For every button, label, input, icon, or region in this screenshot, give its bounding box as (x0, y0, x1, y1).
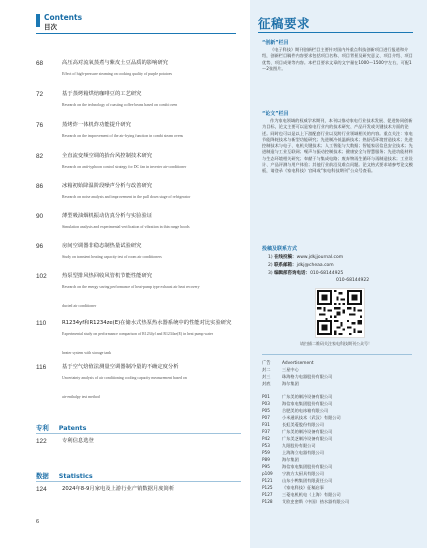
toc-title-zh: R1234yf和R1234ze(E)在储水式热泵热水器系统中的性能对比实验研究 (62, 320, 232, 326)
toc-title-zh: 基于空气焓值法测量空调器制冷量的不确定度分析 (62, 364, 179, 370)
contents-title-en: Contents (44, 13, 83, 22)
contact-number: 2) (268, 263, 273, 268)
advertiser-index-header (262, 360, 314, 366)
toc-title-zh: 蒸烤炸一体机炸功能提升研究 (62, 122, 131, 128)
toc-page-number: 116 (36, 364, 47, 371)
statistics-section-zh: 数据 (36, 472, 49, 480)
advertiser-row (262, 457, 299, 463)
section-rule (36, 433, 241, 434)
contact-url[interactable]: www.jdkjjournal.com (296, 255, 344, 260)
advertiser-code: P89 (262, 457, 270, 462)
advertiser-code: P95 (262, 464, 270, 469)
advertiser-header-value: Advertisement (282, 361, 314, 366)
qr-code-graphic (317, 290, 362, 335)
advertiser-row (262, 367, 299, 373)
advertiser-row (262, 436, 332, 442)
toc-title-en: air-enthalpy test method (62, 395, 100, 399)
panel-title: 征稿要求 (258, 16, 311, 31)
toc-title-en: Uncertainty analysis of air conditioning cooling capacity measurement based on (62, 376, 187, 380)
toc-title-zh: 基于蒸烤箱烘焙咖啡豆的工艺研究 (62, 91, 142, 97)
advertiser-code: P03 (262, 401, 270, 406)
advertiser-name: 广东美的制冷设备有限公司 (282, 394, 333, 399)
submission-heading: 投稿及联系方式 (262, 246, 298, 252)
advertiser-code: P07 (262, 415, 270, 420)
advertiser-row (262, 485, 324, 491)
advertiser-row (262, 415, 341, 421)
advertiser-row (262, 499, 349, 505)
advertiser-code: P128 (262, 499, 273, 504)
advertiser-code: P53 (262, 443, 270, 448)
advertiser-row (262, 394, 332, 400)
advertiser-row (262, 408, 328, 414)
toc-title-zh: 房间空调器非稳态制热量试验研究 (62, 243, 142, 249)
advertiser-code: 封底 (262, 381, 271, 386)
patents-section-zh: 专利 (36, 424, 49, 432)
advertiser-name: 海信家电集团股份有限公司 (282, 401, 333, 406)
advertiser-code: 封二 (262, 367, 271, 372)
contact-label: 联系邮箱： (274, 263, 297, 268)
advertiser-name: 艾欧史密斯（中国）热水器有限公司 (282, 499, 350, 504)
advertiser-code: P121 (262, 478, 273, 483)
advertiser-code: 封三 (262, 374, 271, 379)
advertiser-name: 宁波方太厨具有限公司 (282, 471, 324, 476)
advertiser-code: P42 (262, 436, 270, 441)
toc-page-number: 102 (36, 273, 47, 280)
toc-page-number: 86 (36, 183, 44, 190)
advertiser-name: 三星中心 (282, 367, 299, 372)
advertiser-name: 海尔集团 (282, 457, 299, 462)
advertiser-name: 合肥美的电冰箱有限公司 (282, 408, 329, 413)
qr-caption: 请扫描二维码关注家电科技期刊公众号！ (300, 341, 372, 346)
toc-page-number: 68 (36, 60, 44, 67)
toc-title-zh: 热泵型排风热回收风管机节能性能研究 (62, 273, 153, 279)
advertiser-code: P37 (262, 429, 270, 434)
advertiser-name: 长虹美菱股份有限公司 (282, 422, 324, 427)
toc-title-zh: 2024年8-9月家电及上游行业产销数据月度简析 (62, 486, 175, 492)
toc-title-zh: 冰箱初始降温阶段噪声分析与改善研究 (62, 183, 153, 189)
toc-title-en: Study on transient heating capacity test of room air conditioners (62, 255, 162, 259)
contact-online-submission[interactable] (268, 254, 343, 260)
advertiser-code: P127 (262, 492, 273, 497)
panel-divider (262, 354, 412, 355)
advertiser-name: 上海海立电器有限公司 (282, 450, 324, 455)
advertiser-name: 山东小鸭集团有限责任公司 (282, 478, 333, 483)
advertiser-row (262, 401, 332, 407)
advertiser-row (262, 374, 332, 380)
advertiser-name: 海信家电集团股份有限公司 (282, 464, 333, 469)
contact-phone-number: 010-68144922 (336, 278, 370, 283)
toc-title-en: Research on the energy saving performance of heat-pump type exhaust air heat recovery (62, 285, 200, 289)
toc-title-zh: 全直流变频空调的抬台风控制技术研究 (62, 153, 153, 159)
toc-page-number: 76 (36, 122, 44, 129)
innovation-column-body: 《电子科技》期刊创新栏目主要针对国内外重点科技创新项目进行报道和介绍，创新栏目稿件内容要求包括项目名称、项目背景及研究意义、项目介绍、项目优势、项目成果等内容。本栏目要求文章的文字量在1000～1500字左右，可配1～2张图片。 (262, 47, 413, 71)
patents-section-title (36, 423, 86, 432)
advertiser-header-label: 广告 (262, 361, 271, 366)
advertiser-name: 小米通讯技术（武汉）有限公司 (282, 415, 341, 420)
toc-title-en: Experimental study on performance comparison of R1234yf and R1234ze(E) in heat pump water (62, 332, 214, 336)
advertiser-code: P05 (262, 408, 270, 413)
header-accent-block (36, 14, 40, 27)
toc-title-en: Research on noise analysis and improvement in the pull down stage of refrigerator (62, 195, 191, 199)
advertiser-row (262, 450, 324, 456)
toc-page-number: 82 (36, 153, 44, 160)
advertiser-row (262, 478, 332, 484)
toc-page-number: 122 (36, 438, 47, 445)
advertiser-row (262, 443, 316, 449)
toc-title-en: ducted air conditioner (62, 304, 97, 308)
contact-phone (268, 270, 343, 276)
toc-page-number: 90 (36, 213, 44, 220)
toc-title-zh: 高压高对流氧蒸煮与紫皮土豆品质的影响研究 (62, 60, 168, 66)
advertiser-name: 三菱电机机电（上海）有限公司 (282, 492, 341, 497)
contact-phone-number: 010-68144925 (310, 271, 344, 276)
advertiser-name: 海尔集团 (282, 381, 299, 386)
contact-label: 编辑部咨询电话： (274, 271, 311, 276)
header-rule (36, 33, 236, 34)
advertiser-row (262, 471, 324, 477)
advertiser-row (262, 464, 332, 470)
advertiser-name: 《家电科技》征稿启事 (282, 485, 324, 490)
advertiser-code: p109 (262, 471, 273, 476)
statistics-section-title (36, 471, 93, 480)
contact-number: 1) (268, 255, 273, 260)
page-folio: 6 (36, 519, 40, 525)
innovation-column-heading: “创新”栏目 (262, 40, 289, 46)
advertiser-name: 广东美芝制冷设备有限公司 (282, 436, 333, 441)
contact-number: 3) (268, 271, 273, 276)
statistics-section-en: Statistics (58, 472, 93, 480)
toc-title-zh: 专利信息选登 (62, 438, 94, 444)
toc-page-number: 72 (36, 91, 44, 98)
toc-title-en: Research on the improvement of the air-frying function in combi steam ovens (62, 134, 184, 138)
advertiser-code: P125 (262, 485, 273, 490)
toc-title-en: Effect of high-pressure steaming on cooking quality of purple potatoes (62, 72, 173, 76)
contact-email[interactable] (268, 262, 334, 268)
toc-title-en: Research on the technology of roasting coffee beans based on combi oven (62, 103, 178, 107)
patents-section-en: Patents (58, 424, 87, 432)
contact-email-address[interactable]: jdkj@cheaa.com (296, 263, 334, 268)
toc-title-en: Simulation analysis and experimental verification of vibration in thin range hoods (62, 225, 190, 229)
advertiser-row (262, 492, 341, 498)
advertiser-code: P31 (262, 422, 270, 427)
advertiser-row (262, 422, 324, 428)
toc-title-en: Research on anti-typhoon control strategy for DC fan in inverter air-conditioner (62, 165, 187, 169)
paper-column-heading: “论文”栏目 (262, 111, 289, 117)
advertiser-code: P01 (262, 394, 270, 399)
panel-title-rule (258, 32, 413, 33)
toc-title-zh: 薄型吸油烟机振动仿真分析与实验验证 (62, 213, 153, 219)
advertiser-name: 广东美的制冷设备有限公司 (282, 429, 333, 434)
contents-title-zh: 目次 (44, 23, 57, 31)
advertiser-code: P59 (262, 450, 270, 455)
advertiser-name: 珠海格力电器股份有限公司 (282, 374, 333, 379)
paper-column-body: 作为家电领域的权威学术期刊，本刊以推动家电行业技术发展、促进协同创新为目标，论文主要可以是家电行业内的技术研究、产品开发或关键技术方面的论述。同时也可以是以上下游配套行业以及跨行业领域相关的内容。重点关注：家电节能降耗技术与新型功能研究；先进制冷低温新技术；热舒适环境营造技术；先进控制技术与电子、电机关键技术；人工智能与大数据；智能家居信息安全技术；先进制造与工业互联网；噪声与振动控制技术；健康安全与智慧服务；先进功能材料与生态环境相关研究；奉献于与集成电路；废弃物再生循环与再制造技术；工业设计、产品评测与用户体验；其他行业前沿及难点问题。论文格式要求请参考论文模板，请登录《家电科技》官网或“家电科技期刊”公众号查看。 (262, 118, 413, 174)
qr-code-icon (316, 289, 364, 337)
advertiser-name: 九阳股份有限公司 (282, 443, 316, 448)
advertiser-row (262, 429, 332, 435)
advertiser-row (262, 381, 299, 387)
contact-label: 在线投稿： (274, 255, 297, 260)
toc-page-number: 124 (36, 486, 47, 493)
toc-page-number: 110 (36, 320, 47, 327)
contact-phone-alt (336, 278, 369, 283)
toc-title-en: heater system with storage tank (62, 351, 112, 355)
toc-page-number: 96 (36, 243, 44, 250)
section-rule (36, 481, 241, 482)
